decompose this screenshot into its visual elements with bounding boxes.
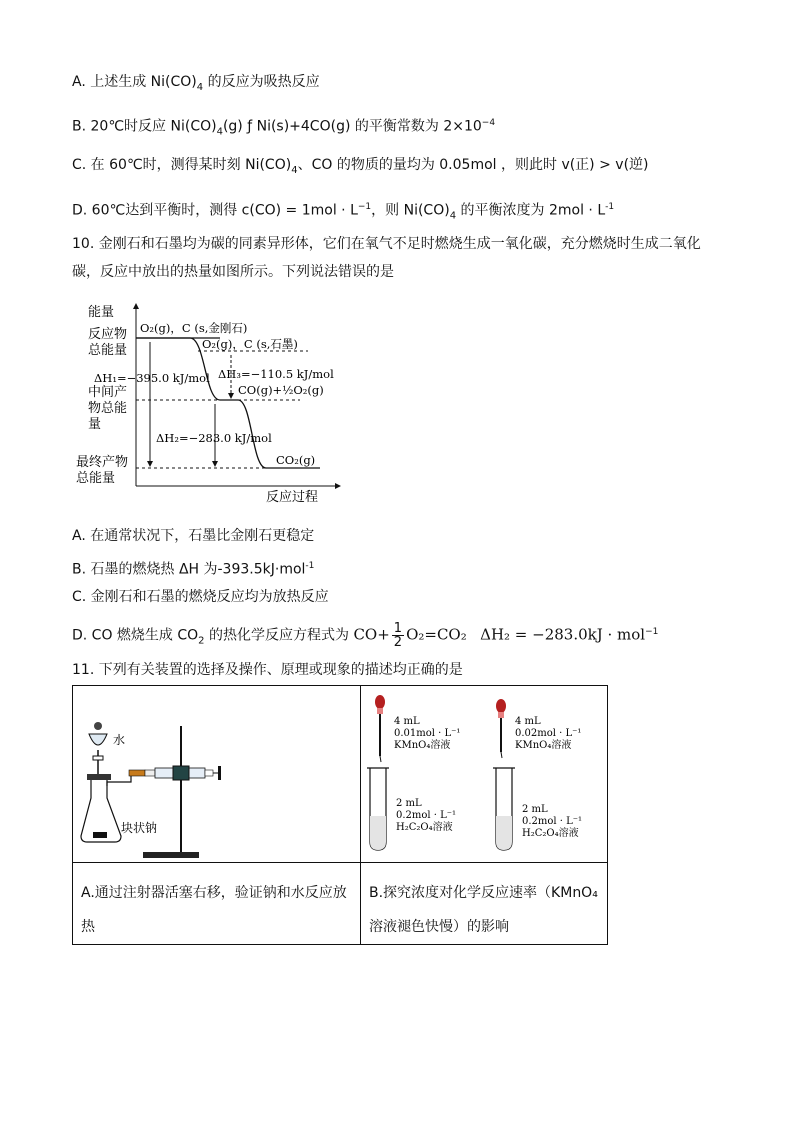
reactant-label-2: 总能量 bbox=[88, 343, 128, 358]
svg-text:KMnO₄溶液: KMnO₄溶液 bbox=[394, 740, 451, 751]
q10-stem-line-1: 10. 金刚石和石墨均为碳的同素异形体，它们在氧气不足时燃烧生成一氧化碳，充分燃烧时生成二氧化 bbox=[72, 236, 701, 252]
svg-text:4 mL: 4 mL bbox=[394, 716, 420, 727]
dh3-label: ΔH₃=−110.5 kJ/mol bbox=[218, 367, 334, 381]
q10-option-b: B. 石墨的燃烧热 ΔH 为-393.5kJ·mol$^{-1}$ bbox=[72, 561, 315, 578]
svg-text:0.2mol · L⁻¹: 0.2mol · L⁻¹ bbox=[396, 810, 457, 821]
y-axis-label: 能量 bbox=[88, 305, 115, 320]
intermediate-label-1: 中间产 bbox=[88, 385, 128, 400]
svg-text:4 mL: 4 mL bbox=[515, 716, 541, 727]
reactant-label-1: 反应物 bbox=[88, 327, 128, 342]
intermediate-label-2: 物总能 bbox=[88, 401, 128, 416]
q9-option-b: B. 20℃时反应 $Ni(CO)_4(g)$ ƒ Ni(s)+4CO(g) 的平衡常数为 $2\times 10^{-4}$ bbox=[72, 118, 496, 138]
level-co-label: CO(g)+½O₂(g) bbox=[238, 383, 324, 397]
svg-text:0.01mol · L⁻¹: 0.01mol · L⁻¹ bbox=[394, 728, 461, 739]
svg-text:0.02mol · L⁻¹: 0.02mol · L⁻¹ bbox=[515, 728, 582, 739]
q10-option-d: D. CO 燃烧生成 $CO_2$ 的热化学反应方程式为 CO+ $\frac{1}{2}$ O₂=CO₂ ΔH₂ = −283.0kJ · mol$^{-1}$ bbox=[72, 621, 659, 651]
svg-text:2 mL: 2 mL bbox=[522, 804, 548, 815]
svg-text:H₂C₂O₄溶液: H₂C₂O₄溶液 bbox=[522, 828, 579, 839]
kmno4-apparatus bbox=[360, 686, 609, 862]
q10-option-c: C. 金刚石和石墨的燃烧反应均为放热反应 bbox=[72, 589, 329, 605]
svg-text:2 mL: 2 mL bbox=[396, 798, 422, 809]
q9-option-d: D. 60℃达到平衡时，测得 $c(CO) = 1mol \cdot L^{-1}$，则 $Ni(CO)_4$ 的平衡浓度为 $2mol \cdot L^{-1}$ bbox=[72, 202, 615, 222]
q10-stem bbox=[72, 230, 722, 286]
q11-stem: 11. 下列有关装置的选择及操作、原理或现象的描述均正确的是 bbox=[72, 662, 463, 678]
energy-curve bbox=[136, 338, 320, 468]
level-graphite-label: O₂(g)，C (s,石墨) bbox=[202, 337, 298, 351]
final-label-1: 最终产物 bbox=[76, 455, 129, 470]
q10-option-a: A. 在通常状况下，石墨比金刚石更稳定 bbox=[72, 528, 315, 544]
svg-text:块状钠: 块状钠 bbox=[121, 821, 158, 835]
dh1-label: ΔH₁=−395.0 kJ/mol bbox=[94, 371, 210, 385]
level-co2-label: CO₂(g) bbox=[276, 453, 316, 467]
energy-diagram bbox=[70, 298, 350, 508]
sodium-water-apparatus bbox=[73, 686, 360, 862]
x-axis-label: 反应过程 bbox=[266, 490, 319, 505]
dh2-label: ΔH₂=−283.0 kJ/mol bbox=[156, 431, 272, 445]
final-label-2: 总能量 bbox=[76, 471, 116, 486]
svg-text:水: 水 bbox=[113, 733, 126, 747]
q9-option-c: C. 在 60℃时，测得某时刻 $Ni(CO)_4$、CO 的物质的量均为 0.05mol ，则此时 v(正) > v(逆) bbox=[72, 157, 649, 176]
q11-option-b: B.探究浓度对化学反应速率（KMnO₄ 溶液褪色快慢）的影响 bbox=[369, 885, 598, 935]
svg-text:KMnO₄溶液: KMnO₄溶液 bbox=[515, 740, 572, 751]
q11-table bbox=[72, 685, 608, 945]
svg-text:0.2mol · L⁻¹: 0.2mol · L⁻¹ bbox=[522, 816, 583, 827]
intermediate-label-3: 量 bbox=[88, 417, 102, 432]
svg-text:H₂C₂O₄溶液: H₂C₂O₄溶液 bbox=[396, 822, 453, 833]
q9-option-a: A. 上述生成 $Ni(CO)_4$ 的反应为吸热反应 bbox=[72, 74, 320, 93]
q11-option-a: A.通过注射器活塞右移，验证钠和水反应放 热 bbox=[81, 885, 347, 935]
level-top-label: O₂(g)，C (s,金刚石) bbox=[140, 321, 248, 335]
q10-stem-line-2: 碳，反应中放出的热量如图所示。下列说法错误的是 bbox=[72, 264, 394, 280]
